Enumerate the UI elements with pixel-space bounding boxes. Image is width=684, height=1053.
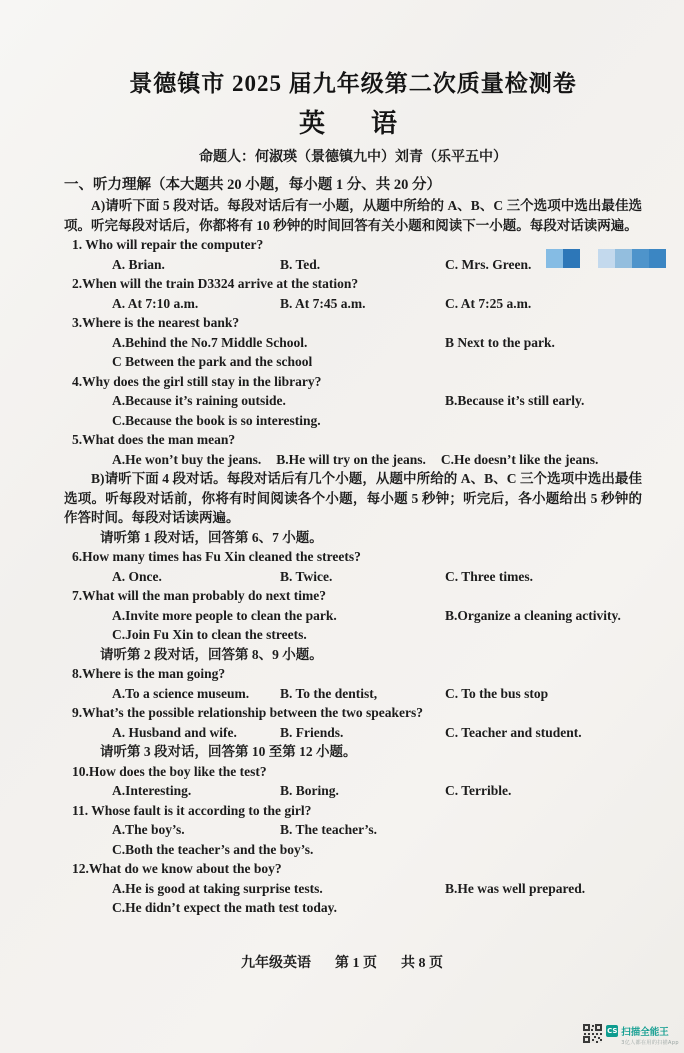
question-8-options (112, 684, 642, 704)
question-9 (64, 703, 642, 742)
question-6-options (112, 567, 642, 587)
question-12 (64, 859, 642, 918)
question-10-text: 10.How does the boy like the test? (72, 763, 267, 779)
option-a: A.He won’t buy the jeans. (112, 451, 262, 467)
option-c: C. Mrs. Green. (445, 256, 532, 272)
option-a: A. Husband and wife. (112, 724, 237, 740)
camscanner-watermark (583, 1024, 679, 1047)
option-a: A.To a science museum. (112, 685, 250, 701)
option-a: A. At 7:10 a.m. (112, 295, 199, 311)
redaction-square (563, 249, 580, 268)
listen-prompt-3: 请听第 3 段对话，回答第 10 至第 12 小题。 (100, 744, 357, 759)
question-10-options (112, 781, 642, 801)
option-a: A.Interesting. (112, 783, 192, 798)
option-c: C.Because the book is so interesting. (112, 412, 321, 428)
option-b: B. At 7:45 a.m. (280, 295, 366, 311)
qr-code-icon (583, 1024, 602, 1043)
question-12-text: 12.What do we know about the boy? (72, 861, 282, 876)
option-b: B.Because it’s still early. (445, 393, 585, 408)
listen-prompt-1: 请听第 1 段对话，回答第 6、7 小题。 (100, 529, 323, 545)
question-4 (64, 372, 642, 431)
option-a: A.The boy’s. (112, 822, 185, 837)
question-5-text: 5.What does the man mean? (72, 432, 236, 447)
redaction-square (649, 249, 666, 268)
question-3 (64, 313, 642, 372)
part-a-instructions: A)请听下面 5 段对话。每段对话后有一小题，从题中所给的 A、B、C 三个选项中选出最佳选项。听完每段对话后，你都将有 10 秒钟的时间回答有关小题和阅读下一小题。每段对话读两遍。 (64, 198, 642, 233)
question-8 (64, 664, 642, 703)
option-b: B. Friends. (280, 724, 344, 740)
question-11-options (112, 820, 642, 840)
question-3-options (112, 333, 642, 353)
listen-prompt-2: 请听第 2 段对话，回答第 8、9 小题。 (100, 646, 323, 662)
option-c: C Between the park and the school (112, 354, 313, 369)
question-10 (64, 762, 642, 801)
question-7-options (112, 606, 642, 626)
camscanner-app-name: 扫描全能王 (621, 1026, 669, 1038)
option-c: C.He doesn’t like the jeans. (440, 451, 599, 467)
question-6-text: 6.How many times has Fu Xin cleaned the streets? (72, 549, 361, 564)
option-c: C.He didn’t expect the math test today. (112, 900, 337, 915)
option-b: B. Twice. (280, 568, 333, 584)
option-b: B. The teacher’s. (280, 822, 377, 837)
option-c: C.Both the teacher’s and the boy’s. (112, 841, 314, 857)
question-12-options (112, 879, 642, 899)
option-a: A.He is good at taking surprise tests. (112, 880, 323, 896)
question-11-text: 11. Whose fault is it according to the girl? (72, 802, 312, 818)
option-b: B. Ted. (280, 256, 321, 272)
option-b: B.He was well prepared. (445, 880, 586, 896)
option-c: C. At 7:25 a.m. (445, 295, 532, 311)
footer-total-pages: 共 8 页 (401, 956, 443, 971)
redaction-square (632, 249, 649, 268)
page-content (64, 70, 642, 918)
redaction-square (598, 249, 615, 268)
option-b: B.He will try on the jeans. (276, 451, 426, 467)
question-8-text: 8.Where is the man going? (72, 666, 226, 681)
question-5-options (112, 450, 642, 470)
question-11 (64, 801, 642, 860)
option-b: B. To the dentist, (280, 685, 378, 701)
option-c: C.Join Fu Xin to clean the streets. (112, 627, 307, 642)
question-2 (64, 274, 642, 313)
option-a: A.Behind the No.7 Middle School. (112, 334, 308, 350)
option-c: C. Teacher and student. (445, 724, 582, 740)
part-b-instructions: B)请听下面 4 段对话。每段对话后有几个小题，从题中所给的 A、B、C 三个选项中选出最佳选项。听每段对话前，你将有时间阅读各个小题，每小题 5 秒钟；听完后，各小题给出 5 秒钟的作答时间。每段对话读两遍。 (64, 471, 642, 525)
question-9-options (112, 723, 642, 743)
footer-page-number: 第 1 页 (335, 956, 377, 971)
option-c: C. Terrible. (445, 783, 512, 798)
option-a: A.Invite more people to clean the park. (112, 607, 337, 623)
question-4-text: 4.Why does the girl still stay in the library? (72, 373, 322, 389)
question-2-options (112, 294, 642, 314)
redaction-square (546, 249, 563, 268)
watermark-text-block (606, 1024, 679, 1047)
question-9-text: 9.What’s the possible relationship between the two speakers? (72, 705, 424, 720)
question-5 (64, 430, 642, 469)
option-c: C. Three times. (445, 568, 533, 584)
camscanner-logo-icon: CS (607, 1026, 618, 1035)
redaction-blocks (546, 249, 666, 268)
question-4-options (112, 391, 642, 411)
page-footer (0, 952, 684, 972)
redaction-square (615, 249, 632, 268)
question-1-text: 1. Who will repair the computer? (72, 237, 264, 252)
option-c: C. To the bus stop (445, 685, 549, 701)
redaction-gap (580, 249, 598, 268)
camscanner-tagline: 3亿人都在用的扫描App (621, 1040, 679, 1046)
option-a: A.Because it’s raining outside. (112, 393, 286, 408)
subject-title: 英 语 (298, 109, 407, 138)
question-2-text: 2.When will the train D3324 arrive at the station? (72, 276, 359, 291)
option-a: A. Once. (112, 568, 162, 584)
section-heading: 一、听力理解（本大题共 20 小题，每小题 1 分、共 20 分） (64, 177, 441, 193)
question-3-text: 3.Where is the nearest bank? (72, 315, 240, 330)
option-a: A. Brian. (112, 256, 165, 272)
option-b: B.Organize a cleaning activity. (445, 607, 621, 623)
question-7 (64, 586, 642, 645)
option-b: B Next to the park. (445, 334, 555, 350)
question-7-text: 7.What will the man probably do next time? (72, 588, 327, 603)
question-6 (64, 547, 642, 586)
page-title: 景德镇市 2025 届九年级第二次质量检测卷 (129, 71, 577, 96)
footer-course: 九年级英语 (241, 956, 311, 971)
option-b: B. Boring. (280, 783, 339, 798)
authors-line: 命题人：何淑瑛（景德镇九中）刘青（乐平五中） (199, 150, 507, 165)
